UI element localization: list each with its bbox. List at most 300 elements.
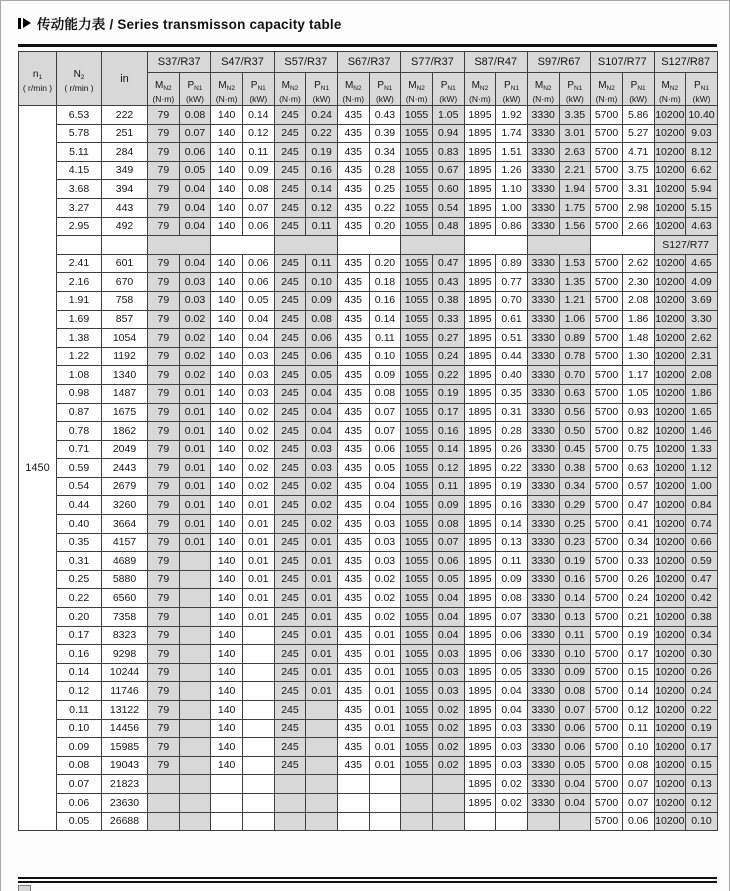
cell-m: 1895 <box>464 719 496 738</box>
cell-p <box>242 682 274 701</box>
group-header-S97-R67: S97/R67 <box>527 52 590 73</box>
cell-p: 0.03 <box>242 347 274 366</box>
cell-m <box>274 812 306 831</box>
cell-m: 3330 <box>527 701 559 720</box>
cell-p: 0.01 <box>369 645 401 664</box>
cell-m: 435 <box>337 626 369 645</box>
cell-m: 245 <box>274 738 306 757</box>
cell-p: 0.01 <box>179 440 211 459</box>
top-rule <box>18 44 717 47</box>
cell-p: 5.27 <box>622 124 654 143</box>
cell-m: 1895 <box>464 161 496 180</box>
cell-m: 10200 <box>654 756 686 775</box>
cell-blank-merged <box>211 236 274 255</box>
cell-m: 1895 <box>464 496 496 515</box>
cell-m: 435 <box>337 645 369 664</box>
cell-n2: 2.95 <box>57 217 102 236</box>
cell-m: 79 <box>148 440 180 459</box>
cell-p: 0.01 <box>179 496 211 515</box>
cell-p: 0.11 <box>559 626 591 645</box>
cell-m: 435 <box>337 682 369 701</box>
cell-m: 5700 <box>591 440 623 459</box>
table-row <box>19 626 718 645</box>
cell-m: 245 <box>274 533 306 552</box>
cell-m: 1895 <box>464 738 496 757</box>
cell-p: 0.14 <box>306 180 338 199</box>
cell-m: 10200 <box>654 273 686 292</box>
cell-p: 0.01 <box>306 570 338 589</box>
cell-p: 0.25 <box>369 180 401 199</box>
cell-p: 0.28 <box>369 161 401 180</box>
cell-p: 0.59 <box>686 552 718 571</box>
cell-m: 10200 <box>654 812 686 831</box>
cell-p: 1.00 <box>496 198 528 217</box>
cell-m: 1895 <box>464 329 496 348</box>
mid-group-label: S127/R77 <box>654 236 717 255</box>
cell-m: 1895 <box>464 626 496 645</box>
cell-m: 3330 <box>527 756 559 775</box>
cell-n2: 6.53 <box>57 106 102 125</box>
cell-p: 1.46 <box>686 422 718 441</box>
cell-m <box>148 812 180 831</box>
cell-m: 1055 <box>401 477 433 496</box>
cell-m: 1055 <box>401 719 433 738</box>
bottom-rule-1 <box>18 877 717 879</box>
subcol-header-power: $P_{N1}$ (kW) <box>179 73 211 106</box>
cell-p: 2.08 <box>686 366 718 385</box>
table-row <box>19 459 718 478</box>
cell-p: 0.14 <box>432 440 464 459</box>
cell-p: 0.48 <box>432 217 464 236</box>
cell-m: 140 <box>211 626 243 645</box>
cell-p: 0.26 <box>496 440 528 459</box>
cell-n2: 0.22 <box>57 589 102 608</box>
cell-m: 5700 <box>591 180 623 199</box>
cell-p: 0.02 <box>306 515 338 534</box>
cell-m: 10200 <box>654 552 686 571</box>
cell-p: 0.11 <box>622 719 654 738</box>
cell-p: 0.89 <box>496 254 528 273</box>
cell-p: 0.24 <box>432 347 464 366</box>
cell-p: 0.03 <box>306 440 338 459</box>
cell-m: 435 <box>337 310 369 329</box>
cell-m: 245 <box>274 180 306 199</box>
cell-p: 0.19 <box>496 477 528 496</box>
cell-p: 0.04 <box>306 403 338 422</box>
cell-m: 245 <box>274 403 306 422</box>
cell-ratio: 3260 <box>102 496 148 515</box>
cell-m: 3330 <box>527 310 559 329</box>
cell-p: 0.07 <box>369 422 401 441</box>
cell-m: 245 <box>274 515 306 534</box>
cell-m: 3330 <box>527 793 559 812</box>
cell-m: 10200 <box>654 180 686 199</box>
cell-m: 10200 <box>654 106 686 125</box>
cell-m: 10200 <box>654 570 686 589</box>
cell-p: 0.09 <box>242 161 274 180</box>
cell-p: 0.04 <box>306 384 338 403</box>
table-row <box>19 384 718 403</box>
cell-p: 0.01 <box>369 756 401 775</box>
cell-p: 0.03 <box>369 515 401 534</box>
cell-m: 10200 <box>654 459 686 478</box>
cell-p: 0.13 <box>559 608 591 627</box>
cell-m: 1055 <box>401 552 433 571</box>
title-marker-icon <box>18 18 31 29</box>
cell-m: 140 <box>211 347 243 366</box>
cell-p: 0.04 <box>179 198 211 217</box>
cell-p <box>306 775 338 794</box>
cell-p: 0.83 <box>432 143 464 162</box>
cell-m: 10200 <box>654 738 686 757</box>
cell-m: 3330 <box>527 106 559 125</box>
cell-p: 0.16 <box>369 291 401 310</box>
cell-m: 3330 <box>527 459 559 478</box>
cell-m: 435 <box>337 701 369 720</box>
cell-p: 2.21 <box>559 161 591 180</box>
cell-p: 0.20 <box>369 217 401 236</box>
cell-p: 0.03 <box>432 682 464 701</box>
cell-p: 0.17 <box>622 645 654 664</box>
group-header-S77-R37: S77/R37 <box>401 52 464 73</box>
cell-p: 0.03 <box>432 663 464 682</box>
cell-m: 5700 <box>591 608 623 627</box>
cell-p: 0.07 <box>432 533 464 552</box>
cell-m: 79 <box>148 570 180 589</box>
cell-p: 0.07 <box>559 701 591 720</box>
cell-p: 0.02 <box>242 403 274 422</box>
cell-p: 0.02 <box>242 422 274 441</box>
cell-m: 10200 <box>654 403 686 422</box>
group-header-S37-R37: S37/R37 <box>148 52 211 73</box>
cell-p: 0.03 <box>179 291 211 310</box>
cell-p: 0.11 <box>496 552 528 571</box>
cell-m: 3330 <box>527 403 559 422</box>
cell-m: 1055 <box>401 496 433 515</box>
cell-p: 2.62 <box>686 329 718 348</box>
cell-p: 0.17 <box>432 403 464 422</box>
cell-p: 0.11 <box>369 329 401 348</box>
table-row <box>19 589 718 608</box>
cell-m: 10200 <box>654 161 686 180</box>
cell-p: 0.02 <box>306 496 338 515</box>
cell-m: 10200 <box>654 496 686 515</box>
cell-m: 245 <box>274 273 306 292</box>
cell-m: 79 <box>148 552 180 571</box>
cell-m: 245 <box>274 254 306 273</box>
cell-n2: 0.09 <box>57 738 102 757</box>
cell-m: 79 <box>148 477 180 496</box>
cell-m: 10200 <box>654 533 686 552</box>
cell-p <box>179 645 211 664</box>
cell-m: 10200 <box>654 793 686 812</box>
cell-m: 3330 <box>527 143 559 162</box>
cell-p: 0.26 <box>686 663 718 682</box>
subcol-header-power: $P_{N1}$ (kW) <box>432 73 464 106</box>
cell-m: 5700 <box>591 143 623 162</box>
cell-m: 5700 <box>591 570 623 589</box>
cell-p: 0.28 <box>496 422 528 441</box>
cell-m <box>148 793 180 812</box>
cell-p: 0.03 <box>496 719 528 738</box>
cell-p <box>242 701 274 720</box>
cell-p: 0.02 <box>242 477 274 496</box>
cell-m: 79 <box>148 422 180 441</box>
cell-p: 0.14 <box>559 589 591 608</box>
cell-m: 140 <box>211 719 243 738</box>
cell-m: 435 <box>337 440 369 459</box>
cell-p: 0.33 <box>622 552 654 571</box>
table-row <box>19 440 718 459</box>
cell-n2: 5.78 <box>57 124 102 143</box>
cell-m: 1055 <box>401 273 433 292</box>
cell-p <box>179 701 211 720</box>
cell-p: 1.92 <box>496 106 528 125</box>
cell-m: 1055 <box>401 701 433 720</box>
subcol-header-power: $P_{N1}$ (kW) <box>559 73 591 106</box>
cell-m: 140 <box>211 366 243 385</box>
table-row <box>19 310 718 329</box>
cell-p: 0.04 <box>179 254 211 273</box>
cell-m: 1055 <box>401 161 433 180</box>
cell-p: 1.53 <box>559 254 591 273</box>
cell-m: 3330 <box>527 515 559 534</box>
cell-m: 1055 <box>401 106 433 125</box>
cell-p: 0.89 <box>559 329 591 348</box>
cell-p: 0.04 <box>369 496 401 515</box>
cell-n2: 0.78 <box>57 422 102 441</box>
cell-m: 79 <box>148 347 180 366</box>
footer-partial-icon <box>18 885 31 891</box>
cell-p: 0.04 <box>496 701 528 720</box>
cell-p <box>306 812 338 831</box>
group-header-S57-R37: S57/R37 <box>274 52 337 73</box>
cell-p: 2.63 <box>559 143 591 162</box>
cell-p: 0.22 <box>306 124 338 143</box>
cell-p: 0.06 <box>369 440 401 459</box>
cell-m: 435 <box>337 291 369 310</box>
table-row <box>19 570 718 589</box>
cell-ratio: 601 <box>102 254 148 273</box>
cell-p: 0.09 <box>432 496 464 515</box>
cell-ratio: 9298 <box>102 645 148 664</box>
subcol-header-torque: $M_{N2}$ (N·m) <box>527 73 559 106</box>
cell-m: 3330 <box>527 422 559 441</box>
cell-m: 10200 <box>654 701 686 720</box>
cell-m: 10200 <box>654 217 686 236</box>
table-row <box>19 291 718 310</box>
table-row <box>19 812 718 831</box>
cell-m: 79 <box>148 106 180 125</box>
cell-m: 140 <box>211 515 243 534</box>
cell-p: 0.10 <box>306 273 338 292</box>
cell-p: 0.10 <box>686 812 718 831</box>
cell-m: 245 <box>274 217 306 236</box>
cell-p: 0.50 <box>559 422 591 441</box>
table-row <box>19 347 718 366</box>
cell-p <box>179 589 211 608</box>
cell-p: 0.51 <box>496 329 528 348</box>
cell-p: 0.08 <box>559 682 591 701</box>
cell-p: 0.06 <box>306 329 338 348</box>
cell-p: 0.03 <box>179 273 211 292</box>
cell-p: 0.34 <box>622 533 654 552</box>
n1-value-cell: 1450 <box>19 106 57 831</box>
cell-p: 5.94 <box>686 180 718 199</box>
cell-m: 1895 <box>464 180 496 199</box>
cell-m: 79 <box>148 180 180 199</box>
cell-m: 5700 <box>591 515 623 534</box>
cell-p: 0.22 <box>686 701 718 720</box>
cell-p: 0.54 <box>432 198 464 217</box>
cell-m: 140 <box>211 217 243 236</box>
cell-p: 0.01 <box>306 552 338 571</box>
cell-m: 79 <box>148 310 180 329</box>
cell-p <box>242 738 274 757</box>
cell-p: 0.14 <box>622 682 654 701</box>
cell-p: 0.12 <box>306 198 338 217</box>
cell-m: 140 <box>211 329 243 348</box>
cell-m: 1895 <box>464 775 496 794</box>
cell-p: 0.06 <box>306 347 338 366</box>
cell-n2: 0.14 <box>57 663 102 682</box>
cell-ratio: 13122 <box>102 701 148 720</box>
cell-m: 5700 <box>591 291 623 310</box>
cell-m: 1895 <box>464 701 496 720</box>
cell-p: 1.00 <box>686 477 718 496</box>
cell-m: 1055 <box>401 254 433 273</box>
cell-m: 5700 <box>591 552 623 571</box>
cell-m: 3330 <box>527 384 559 403</box>
cell-p: 0.05 <box>559 756 591 775</box>
cell-m: 435 <box>337 459 369 478</box>
cell-p: 0.01 <box>369 663 401 682</box>
table-row <box>19 496 718 515</box>
cell-p <box>242 663 274 682</box>
cell-m: 140 <box>211 608 243 627</box>
cell-ratio: 251 <box>102 124 148 143</box>
cell-ratio: 1862 <box>102 422 148 441</box>
cell-m: 1055 <box>401 384 433 403</box>
cell-m: 140 <box>211 533 243 552</box>
cell-n2: 2.16 <box>57 273 102 292</box>
cell-m: 1055 <box>401 663 433 682</box>
cell-m: 1895 <box>464 422 496 441</box>
group-header-S47-R37: S47/R37 <box>211 52 274 73</box>
cell-ratio: 1487 <box>102 384 148 403</box>
cell-m: 435 <box>337 533 369 552</box>
cell-p <box>242 626 274 645</box>
cell-m: 245 <box>274 384 306 403</box>
cell-m: 435 <box>337 477 369 496</box>
cell-m: 1055 <box>401 366 433 385</box>
cell-p: 0.61 <box>496 310 528 329</box>
subcol-header-torque: $M_{N2}$ (N·m) <box>401 73 433 106</box>
cell-m: 5700 <box>591 533 623 552</box>
cell-m <box>337 775 369 794</box>
cell-p: 8.12 <box>686 143 718 162</box>
cell-m: 3330 <box>527 570 559 589</box>
cell-m: 435 <box>337 143 369 162</box>
cell-m: 245 <box>274 291 306 310</box>
cell-m: 3330 <box>527 291 559 310</box>
cell-n2: 0.31 <box>57 552 102 571</box>
cell-p <box>179 738 211 757</box>
cell-m: 140 <box>211 403 243 422</box>
cell-p: 1.86 <box>686 384 718 403</box>
cell-m: 79 <box>148 645 180 664</box>
cell-ratio: 284 <box>102 143 148 162</box>
cell-m: 245 <box>274 347 306 366</box>
cell-p: 3.31 <box>622 180 654 199</box>
cell-m: 3330 <box>527 738 559 757</box>
subcol-header-power: $P_{N1}$ (kW) <box>622 73 654 106</box>
cell-m: 79 <box>148 198 180 217</box>
cell-p: 1.65 <box>686 403 718 422</box>
cell-m: 245 <box>274 570 306 589</box>
cell-p: 0.03 <box>432 645 464 664</box>
cell-m: 1895 <box>464 198 496 217</box>
cell-p: 0.34 <box>559 477 591 496</box>
cell-ratio: 14456 <box>102 719 148 738</box>
cell-m: 5700 <box>591 273 623 292</box>
cell-p: 0.02 <box>306 477 338 496</box>
cell-m: 79 <box>148 291 180 310</box>
cell-p: 0.74 <box>686 515 718 534</box>
cell-p: 0.04 <box>432 589 464 608</box>
cell-n2: 3.68 <box>57 180 102 199</box>
cell-n2: 0.25 <box>57 570 102 589</box>
cell-m: 5700 <box>591 719 623 738</box>
subcol-header-torque: $M_{N2}$ (N·m) <box>654 73 686 106</box>
cell-m <box>211 775 243 794</box>
cell-m: 435 <box>337 366 369 385</box>
cell-p: 0.11 <box>242 143 274 162</box>
cell-m: 5700 <box>591 775 623 794</box>
cell-n2: 1.69 <box>57 310 102 329</box>
cell-p: 0.02 <box>369 589 401 608</box>
cell-p: 2.62 <box>622 254 654 273</box>
cell-p: 3.01 <box>559 124 591 143</box>
cell-p: 0.33 <box>432 310 464 329</box>
cell-ratio: 26688 <box>102 812 148 831</box>
cell-n2: 0.07 <box>57 775 102 794</box>
cell-p: 0.27 <box>432 329 464 348</box>
cell-blank-merged <box>591 236 654 255</box>
cell-p: 1.10 <box>496 180 528 199</box>
cell-m: 5700 <box>591 106 623 125</box>
cell-m: 3330 <box>527 608 559 627</box>
cell-p: 0.38 <box>559 459 591 478</box>
table-row <box>19 180 718 199</box>
cell-ratio: 3664 <box>102 515 148 534</box>
cell-p: 0.04 <box>559 775 591 794</box>
cell-m: 1895 <box>464 403 496 422</box>
cell-p <box>496 812 528 831</box>
s127-r77-label-row <box>19 236 718 255</box>
cell-m: 10200 <box>654 366 686 385</box>
subcol-header-torque: $M_{N2}$ (N·m) <box>148 73 180 106</box>
cell-m: 79 <box>148 254 180 273</box>
cell-p: 0.30 <box>686 645 718 664</box>
cell-p: 0.03 <box>242 384 274 403</box>
cell-m: 3330 <box>527 477 559 496</box>
cell-ratio: 2049 <box>102 440 148 459</box>
cell-n2: 0.16 <box>57 645 102 664</box>
cell-p <box>179 608 211 627</box>
cell-p: 0.21 <box>622 608 654 627</box>
cell-p <box>179 756 211 775</box>
